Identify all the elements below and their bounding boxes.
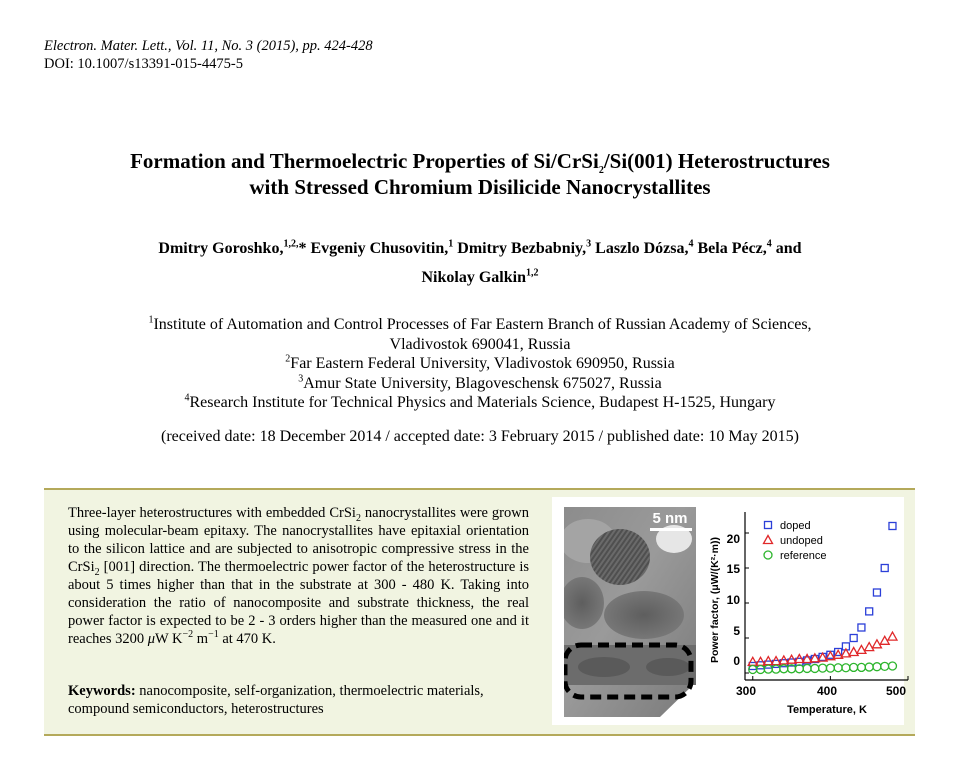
undoped-point bbox=[849, 648, 858, 656]
author-name: Bela Pécz, bbox=[697, 240, 767, 257]
reference-point bbox=[888, 662, 896, 670]
corresponding-mark: * bbox=[298, 240, 307, 257]
author-list bbox=[0, 234, 960, 292]
reference-point bbox=[819, 664, 827, 672]
publication-dates: (received date: 18 December 2014 / accepted date: 3 February 2015 / published date: 10 May 2015) bbox=[161, 428, 799, 445]
affiliation bbox=[0, 374, 960, 394]
undoped-point bbox=[857, 645, 866, 653]
x-axis-label: Temperature, K bbox=[787, 704, 867, 716]
tem-grain bbox=[578, 657, 630, 677]
author-name: Laszlo Dózsa, bbox=[595, 240, 689, 257]
mu-symbol: μ bbox=[147, 631, 155, 647]
chart-legend bbox=[764, 522, 773, 560]
keywords-label: Keywords: bbox=[68, 683, 136, 699]
affiliation bbox=[0, 354, 960, 374]
reference-point bbox=[881, 662, 889, 670]
affiliation-number: 2 bbox=[285, 353, 291, 365]
legend-label: reference bbox=[780, 550, 827, 562]
x-tick-label: 500 bbox=[885, 684, 907, 698]
legend-marker-undoped bbox=[764, 536, 773, 544]
doped-point bbox=[858, 624, 865, 631]
author-affil: 1,2 bbox=[525, 267, 539, 279]
title-subscript: 2 bbox=[598, 165, 604, 177]
abstract-exponent: −1 bbox=[208, 629, 219, 641]
journal-header bbox=[44, 37, 373, 73]
reference-point bbox=[826, 664, 834, 672]
tem-micrograph bbox=[564, 507, 696, 717]
abstract-exponent: −2 bbox=[182, 629, 194, 641]
reference-point bbox=[857, 663, 865, 671]
power-factor-chart bbox=[700, 500, 910, 722]
doped-point bbox=[850, 635, 857, 642]
author-name: Evgeniy Chusovitin, bbox=[310, 240, 449, 257]
reference-point bbox=[842, 664, 850, 672]
author-affil: 4 bbox=[688, 238, 694, 250]
author-affil: 3 bbox=[586, 238, 592, 250]
y-tick-label: 0 bbox=[733, 654, 740, 668]
abstract-part: Three-layer heterostructures with embedded CrSi bbox=[68, 505, 356, 521]
abstract-part: at 470 K. bbox=[218, 631, 276, 647]
doped-point bbox=[881, 565, 888, 572]
abstract-part: [001] direction. The thermoelectric power factor of the heterostructure is about 5 times higher than that in the substrate at 300 - 480 K. Taking into consideration the ratio of nanocomposite and substrate thickness, the real power factor is expected to be 2 - 3 orders higher than the measured one and it reaches 3200 bbox=[68, 559, 529, 647]
reference-point bbox=[811, 664, 819, 672]
legend-marker-doped bbox=[765, 522, 772, 529]
doped-point bbox=[866, 608, 873, 615]
author-name: Dmitry Bezbabniy, bbox=[457, 240, 587, 257]
abstract-subscript: 2 bbox=[355, 512, 361, 524]
affiliation-text: Amur State University, Blagoveschensk 675027, Russia bbox=[303, 374, 662, 392]
reference-point bbox=[757, 666, 765, 674]
abstract-part: nanocrystallites were grown using molecular-beam epitaxy. The nanocrystallites have epitaxial orientation to the silicon lattice and are subjected to anisotropic compressive stress in the CrSi bbox=[68, 505, 529, 575]
author-affil: 1 bbox=[448, 238, 454, 250]
doped-point bbox=[889, 523, 896, 530]
title-line-1 bbox=[0, 148, 960, 177]
affiliation-text: Research Institute for Technical Physics and Materials Science, Budapest H-1525, Hungary bbox=[189, 394, 776, 411]
abstract-part: m bbox=[193, 631, 209, 647]
reference-point bbox=[772, 665, 780, 673]
keywords-text: nanocomposite, self-organization, thermoelectric materials, compound semiconductors, heterostructures bbox=[68, 683, 484, 717]
scale-bar bbox=[650, 528, 692, 531]
reference-point bbox=[873, 663, 881, 671]
reference-point bbox=[834, 664, 842, 672]
affiliation bbox=[0, 315, 960, 335]
tem-grain bbox=[604, 591, 684, 639]
affiliation-list bbox=[0, 315, 960, 413]
affiliation-number: 1 bbox=[148, 314, 154, 326]
affiliation bbox=[0, 393, 960, 413]
reference-point bbox=[803, 664, 811, 672]
legend-label: doped bbox=[780, 520, 811, 532]
doped-point bbox=[873, 589, 880, 596]
nanocrystallite-fringes bbox=[590, 529, 650, 585]
abstract-part: W K bbox=[155, 631, 183, 647]
affiliation-continued: Vladivostok 690041, Russia bbox=[389, 335, 571, 353]
y-tick-label: 10 bbox=[726, 593, 740, 607]
title-text-b: /Si(001) Heterostructures bbox=[603, 149, 830, 173]
authors-line-1 bbox=[0, 234, 960, 263]
reference-point bbox=[780, 665, 788, 673]
title-line-2: with Stressed Chromium Disilicide Nanocrystallites bbox=[249, 175, 711, 199]
x-tick-label: 300 bbox=[735, 684, 757, 698]
scale-bar-label: 5 nm bbox=[652, 510, 688, 527]
affiliation-number: 4 bbox=[184, 392, 190, 404]
y-tick-label: 5 bbox=[733, 624, 740, 638]
abstract-subscript: 2 bbox=[94, 566, 100, 578]
undoped-point bbox=[888, 632, 897, 640]
y-axis-label: Power factor, (μW/(K²·m)) bbox=[709, 536, 721, 664]
author-name: Dmitry Goroshko, bbox=[158, 240, 284, 257]
paper-title bbox=[0, 148, 960, 200]
legend-label: undoped bbox=[780, 535, 823, 547]
affiliation-number: 3 bbox=[298, 373, 304, 385]
undoped-point bbox=[748, 657, 757, 665]
reference-point bbox=[865, 663, 873, 671]
doi: DOI: 10.1007/s13391-015-4475-5 bbox=[44, 56, 243, 72]
reference-point bbox=[795, 665, 803, 673]
affiliation-text: Institute of Automation and Control Processes of Far Eastern Branch of Russian Academy of Sciences, bbox=[153, 316, 812, 333]
legend-marker-reference bbox=[764, 551, 772, 559]
affiliation-text: Far Eastern Federal University, Vladivostok 690950, Russia bbox=[290, 355, 675, 372]
keywords bbox=[68, 682, 529, 718]
bottom-divider bbox=[44, 734, 915, 736]
reference-point bbox=[764, 665, 772, 673]
x-tick-label: 400 bbox=[816, 684, 838, 698]
y-tick-label: 20 bbox=[726, 532, 740, 546]
undoped-point bbox=[865, 643, 874, 651]
author-name: Nikolay Galkin bbox=[421, 269, 526, 286]
journal-citation: Electron. Mater. Lett., Vol. 11, No. 3 (2015), pp. 424-428 bbox=[44, 38, 373, 54]
reference-point bbox=[850, 663, 858, 671]
tem-grain bbox=[646, 658, 690, 676]
author-conjunction: and bbox=[775, 240, 802, 257]
authors-line-2 bbox=[0, 263, 960, 292]
author-affil: 1,2, bbox=[283, 238, 299, 250]
y-tick-label: 15 bbox=[726, 562, 740, 576]
abstract-text bbox=[68, 504, 529, 648]
title-text-a: Formation and Thermoelectric Properties of Si/CrSi bbox=[130, 149, 599, 173]
author-affil: 4 bbox=[766, 238, 772, 250]
